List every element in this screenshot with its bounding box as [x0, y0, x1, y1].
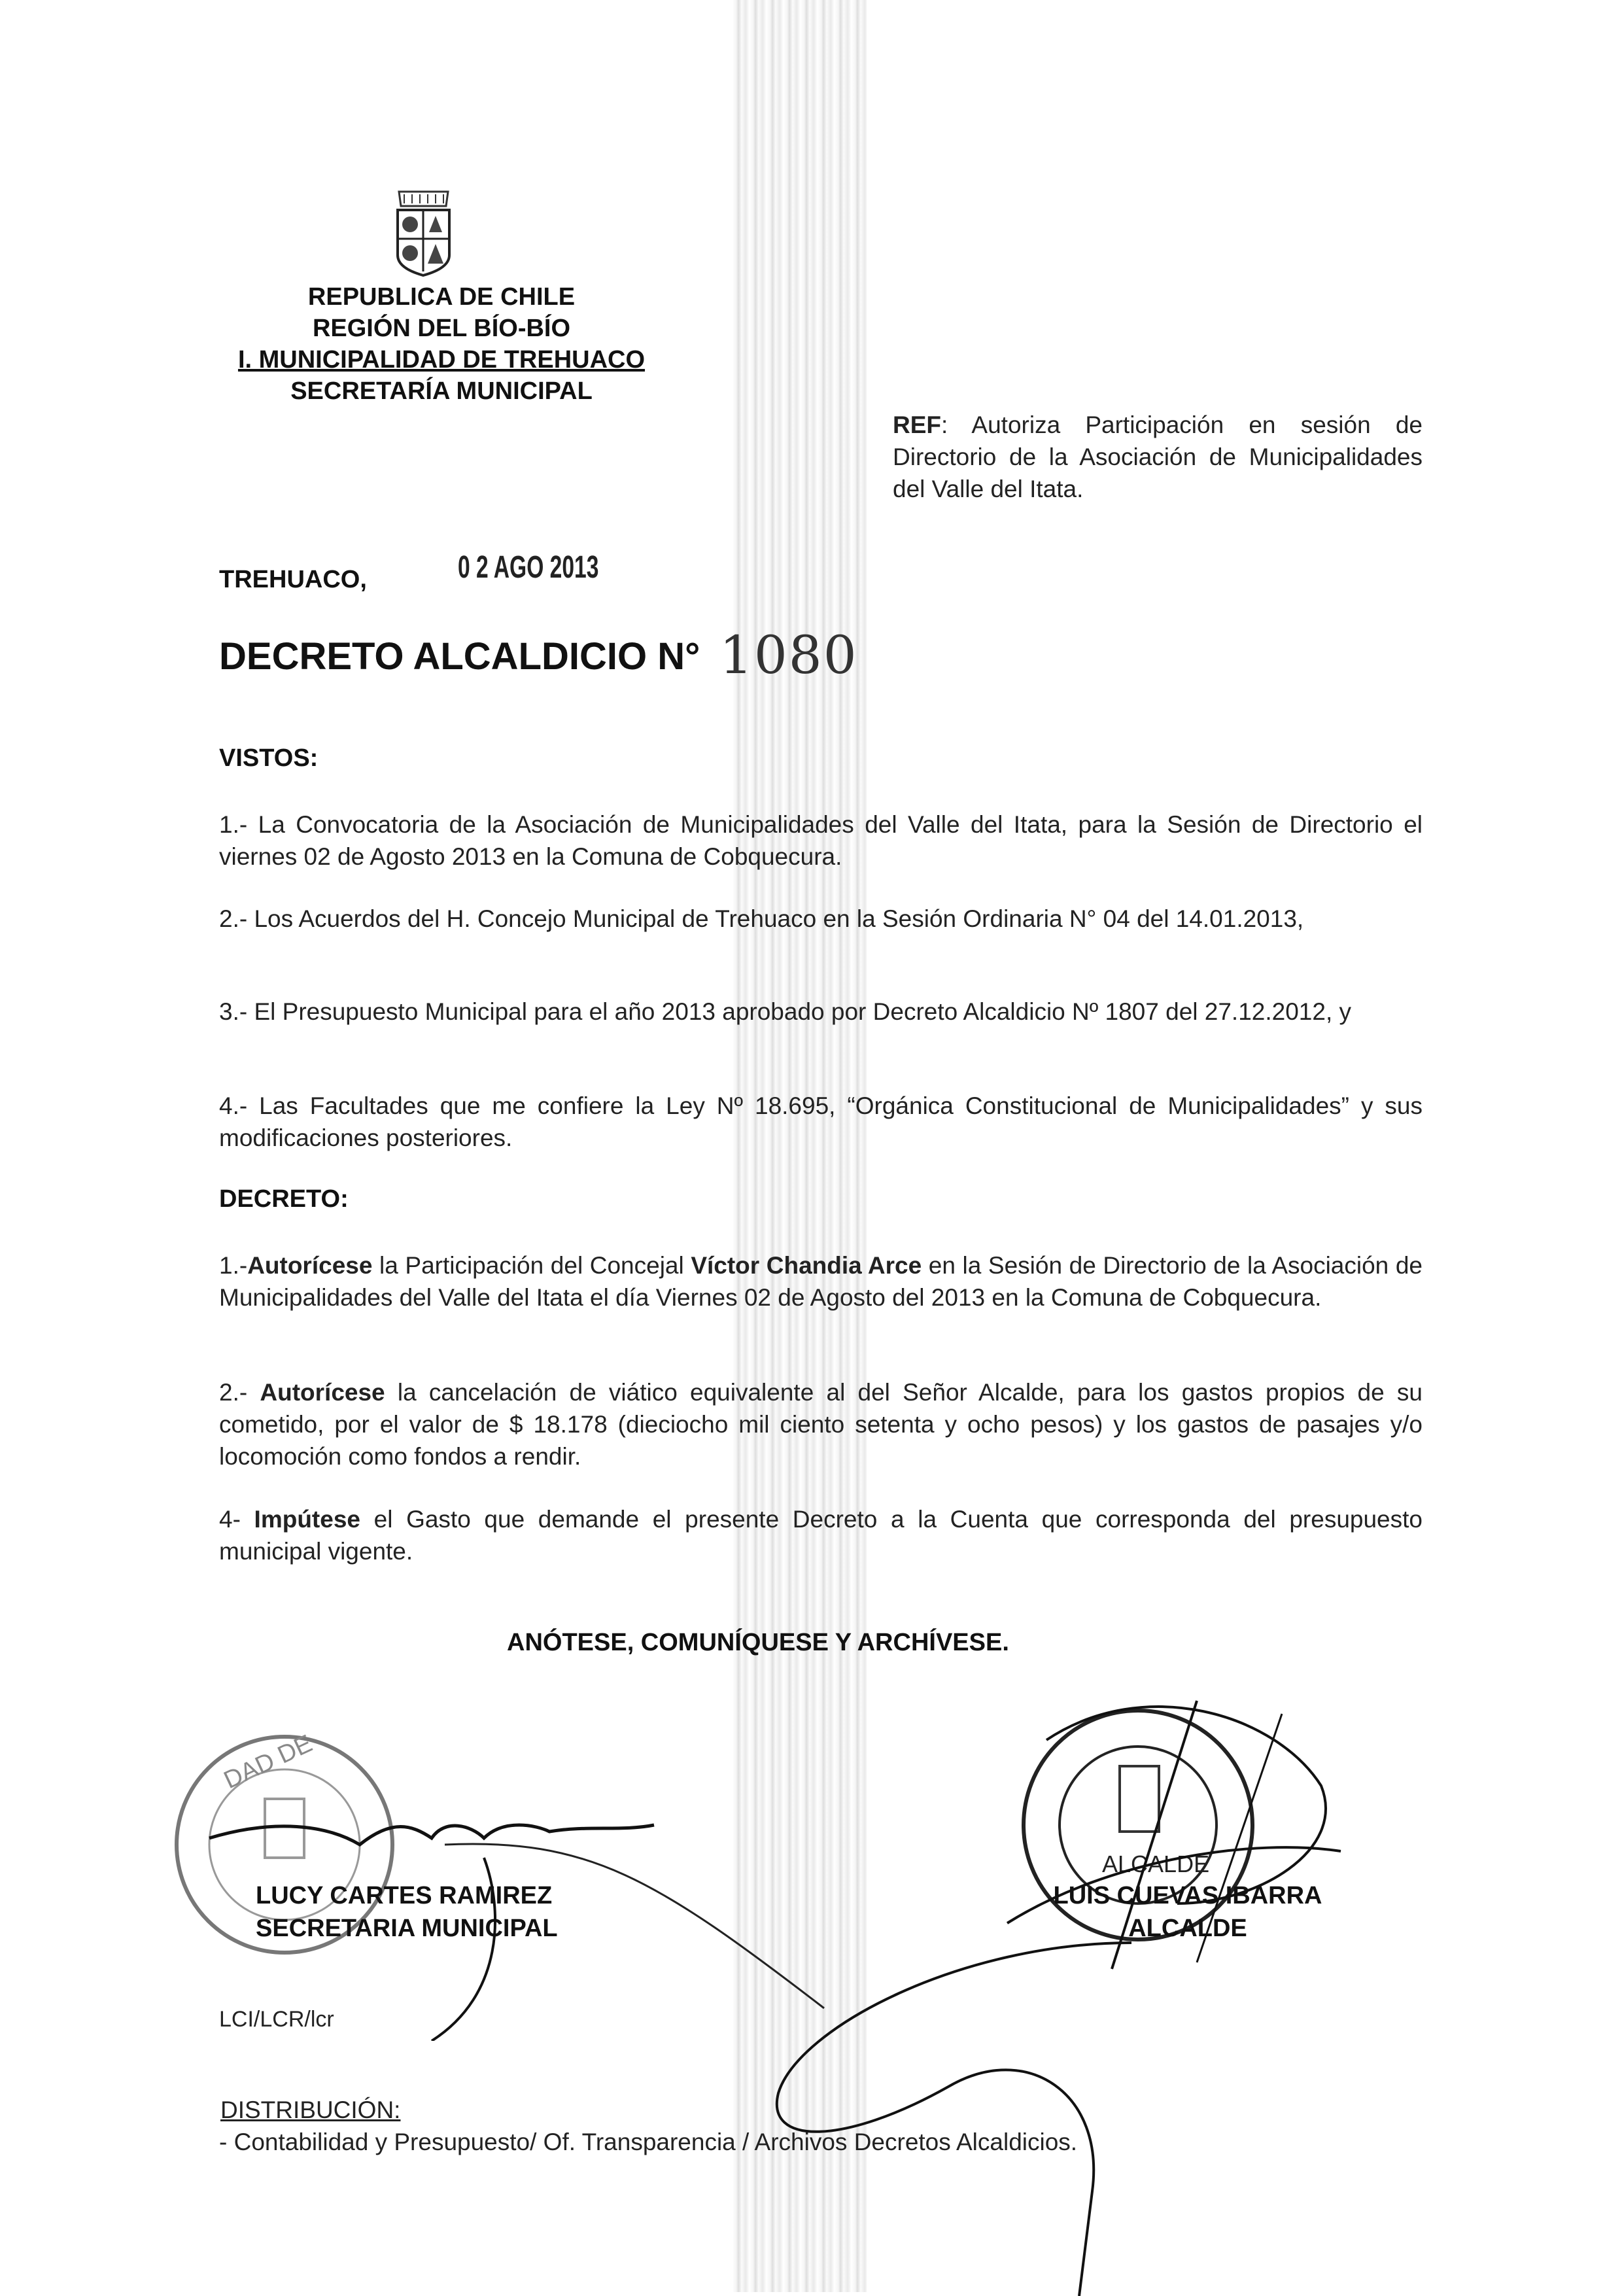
svg-text:ALCALDE: ALCALDE: [1102, 1851, 1210, 1877]
vistos-item: 1.- La Convocatoria de la Asociación de Municipalidades del Valle del Itata, para la Sesión de Directorio el viernes 02 de Agosto 2013 en la Comuna de Cobquecura.: [219, 811, 1423, 870]
secretary-title: SECRETARIA MUNICIPAL: [256, 1915, 558, 1942]
item-verb: Autorícese: [260, 1379, 385, 1406]
header-country: REPUBLICA DE CHILE: [307, 283, 576, 311]
initials: LCI/LCR/lcr: [219, 2007, 334, 2032]
ref-text: : Autoriza Participación en sesión de Directorio de la Asociación de Municipalidades del Valle del Itata.: [893, 411, 1423, 502]
closing-formula: ANÓTESE, COMUNÍQUESE Y ARCHÍVESE.: [507, 1629, 1009, 1656]
secretary-name: LUCY CARTES RAMIREZ: [256, 1882, 553, 1909]
reference: [893, 409, 1423, 505]
decreto-heading: DECRETO:: [219, 1185, 349, 1213]
item-prefix: 2.-: [219, 1379, 260, 1406]
mayor-block: [1037, 1879, 1338, 1945]
vistos-heading: VISTOS:: [219, 744, 319, 772]
item-verb: Autorícese: [247, 1252, 373, 1279]
header-block: [196, 281, 687, 407]
item-verb: Impútese: [254, 1506, 360, 1533]
svg-text:DAD DE: DAD DE: [220, 1730, 317, 1795]
secretary-block: [256, 1879, 558, 1945]
vistos-item: 3.- El Presupuesto Municipal para el año 2013 aprobado por Decreto Alcaldicio Nº 1807 del 27.12.2012, y: [219, 998, 1352, 1025]
item-text: el Gasto que demande el presente Decreto a la Cuenta que corresponda del presupuesto municipal vigente.: [219, 1506, 1423, 1565]
mayor-name: LUIS CUEVAS IBARRA: [1053, 1882, 1322, 1909]
item-prefix: 4-: [219, 1506, 254, 1533]
mayor-title: ALCALDE: [1128, 1915, 1247, 1942]
header-department: SECRETARÍA MUNICIPAL: [290, 377, 593, 405]
distribution-heading: DISTRIBUCIÓN:: [220, 2096, 401, 2123]
vistos-item: 4.- Las Facultades que me confiere la Ley Nº 18.695, “Orgánica Constitucional de Municipalidades” y sus modificaciones posteriores.: [219, 1092, 1423, 1151]
date-stamp: 0 2 AGO 2013: [458, 550, 599, 585]
item-prefix: 1.-: [219, 1252, 248, 1279]
document-title: DECRETO ALCALDICIO N°: [219, 635, 700, 678]
vistos-item: 2.- Los Acuerdos del H. Concejo Municipal de Trehuaco en la Sesión Ordinaria N° 04 del 14.01.2013,: [219, 905, 1304, 932]
decreto-item: [219, 1249, 1423, 1313]
decree-number-handwritten: 1080: [719, 625, 858, 686]
item-text: la cancelación de viático equivalente al del Señor Alcalde, para los gastos propios de su cometido, por el valor de $ 18.178 (dieciocho mil ciento setenta y ocho pesos) y los gastos de pasajes y/o locomoción como fondos a rendir.: [219, 1379, 1423, 1470]
item-text: la Participación del Concejal: [372, 1252, 691, 1279]
place: TREHUACO,: [219, 566, 367, 593]
municipal-crest-icon: [386, 186, 461, 278]
header-region: REGIÓN DEL BÍO-BÍO: [312, 315, 571, 342]
decreto-item: [219, 1376, 1423, 1472]
item-text: en la Sesión de Directorio de la Asociación de Municipalidades del Valle del Itata el día Viernes 02 de Agosto del 2013 en la Comuna de Cobquecura.: [219, 1252, 1423, 1311]
header-municipality: I. MUNICIPALIDAD DE TREHUACO: [237, 346, 646, 374]
ref-label: REF: [893, 411, 941, 438]
distribution-list: - Contabilidad y Presupuesto/ Of. Transparencia / Archivos Decretos Alcaldicios.: [219, 2129, 1078, 2155]
councillor-name: Víctor Chandia Arce: [691, 1252, 922, 1279]
mayor-signature-loop-icon: [765, 1930, 1158, 2296]
decreto-item: [219, 1503, 1423, 1567]
